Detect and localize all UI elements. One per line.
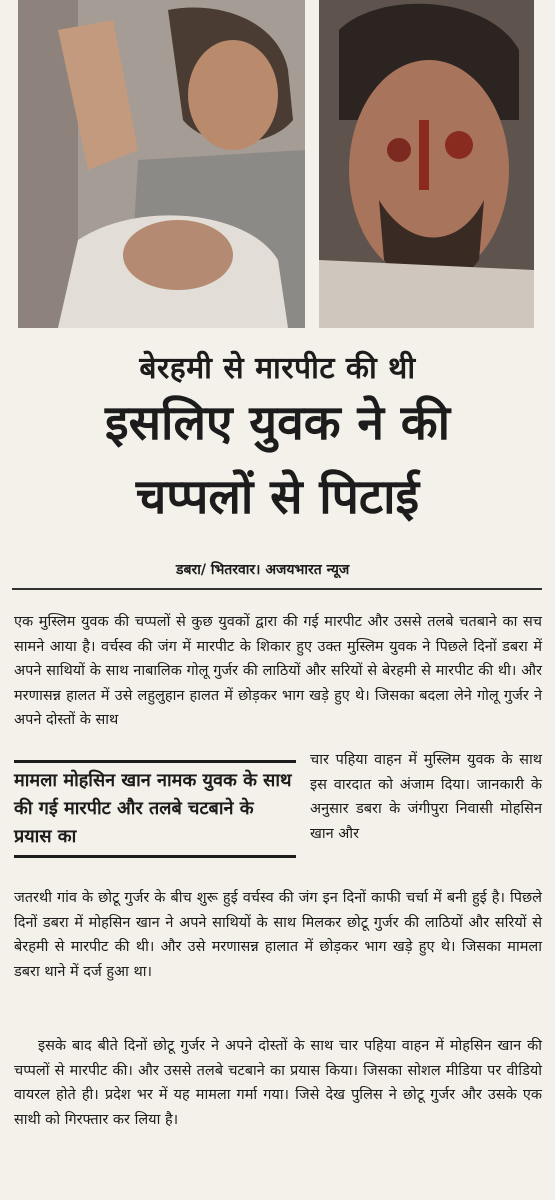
pull-quote: मामला मोहसिन खान नामक युवक के साथ की गई मारपीट और तलबे चटबाने के प्रयास का xyxy=(14,760,296,858)
photo-strip xyxy=(18,0,534,328)
paragraph-3: इसके बाद बीते दिनों छोटू गुर्जर ने अपने दोस्तों के साथ चार पहिया वाहन में मोहसिन खान की चप्पलों से मारपीट की। और उससे तलबे चटबाने का प्रयास किया। जिसका सोशल मीडिया पर वीडियो वायरल होते ही। प्रदेश भर में यह मामला गर्मा गया। जिसे देख पुलिस ने छोटू गुर्जर और उसके एक साथी को गिरफ्तार कर लिया है। xyxy=(14,1038,542,1128)
paragraph-1: एक मुस्लिम युवक की चप्पलों से कुछ युवकों द्वारा की गई मारपीट और उससे तलबे चतबाने का सच सामने आया है। वर्चस्व की जंग में मारपीट के शिकार हुए उक्त मुस्लिम युवक ने पिछले दिनों डबरा में अपने साथियों के साथ नाबालिक गोलू गुर्जर की लाठियों और सरियों से बेरहमी से मारपीट की थी। और मरणासन्न हालत में उसे लहुलुहान हालत में छोड़कर भाग खड़े हुए थे। जिसका बदला लेने गोलू गुर्जर ने अपने दोस्तों के साथ xyxy=(14,614,542,728)
headline-line-1: इसलिए युवक ने की xyxy=(105,395,450,451)
photo-injured-man xyxy=(319,0,534,328)
kicker-headline: बेरहमी से मारपीट की थी xyxy=(139,351,416,386)
paragraph-2: जतरथी गांव के छोटू गुर्जर के बीच शुरू हुई वर्चस्व की जंग इन दिनों काफी चर्चा में बनी हुई है। पिछले दिनों डबरा में मोहसिन खान ने अपने साथियों के साथ मिलकर छोटू गुर्जर की लाठियों और सरियों से बेरहमी से मारपीट की थी। और उसे मरणासन्न हालात में छोड़कर भाग खड़े हुए थे। जिसका मामला डबरा थाने में दर्ज हुआ था। xyxy=(14,890,542,980)
dateline: डबरा/ भितरवार। अजयभारत न्यूज xyxy=(176,562,350,578)
side-column-text: चार पहिया वाहन में मुस्लिम युवक के साथ इस वारदात को अंजाम दिया। जानकारी के अनुसार डबरा के जंगीपुरा निवासी मोहसिन खान और xyxy=(310,752,542,842)
headline-line-2: चप्पलों से पिटाई xyxy=(135,469,420,525)
photo-assault-scene xyxy=(18,0,305,328)
divider xyxy=(12,588,542,590)
main-headline xyxy=(0,386,555,534)
